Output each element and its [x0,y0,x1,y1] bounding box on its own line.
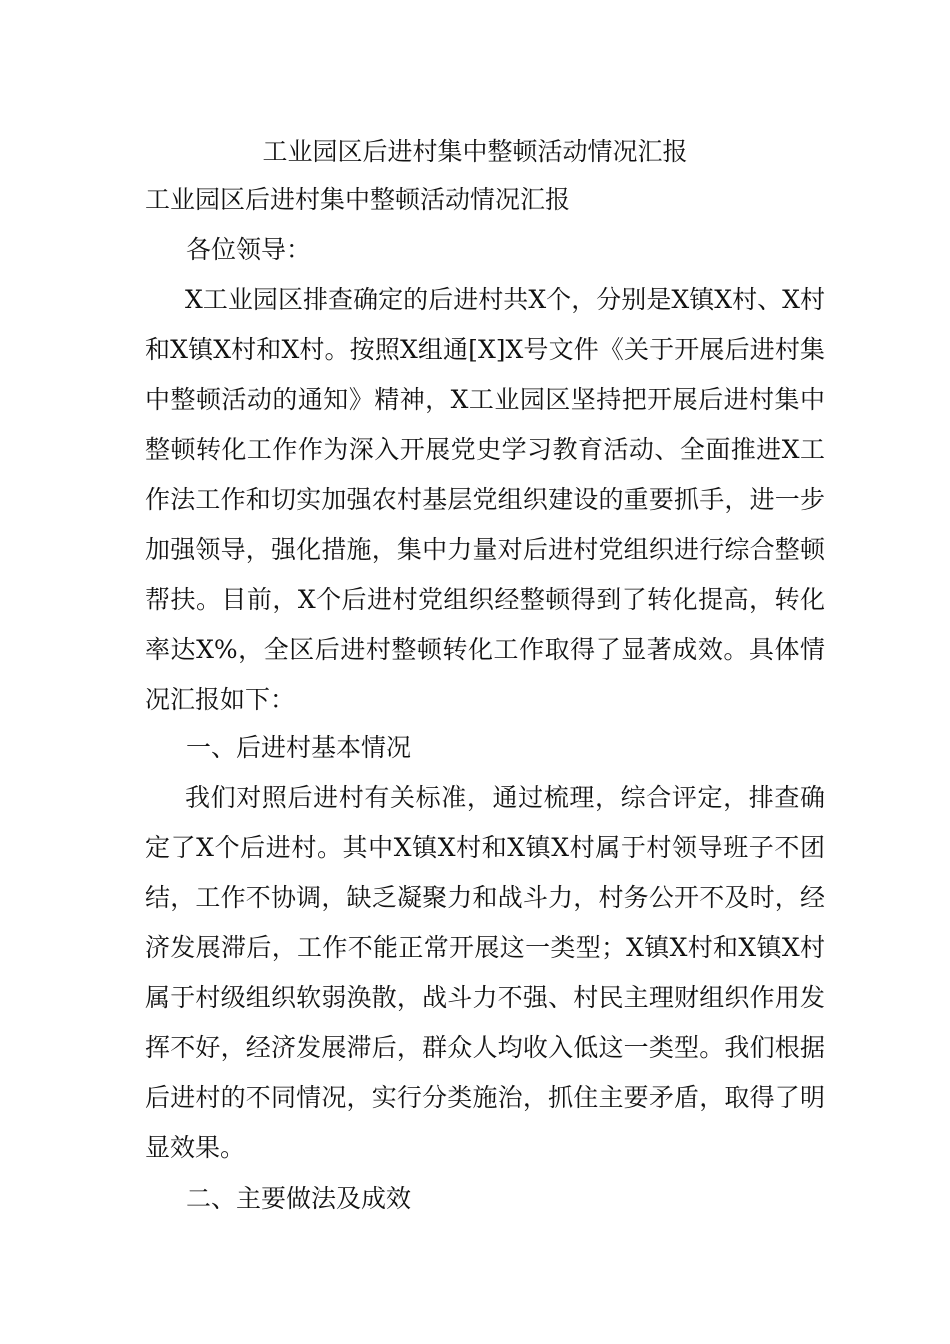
salutation: 各位领导： [186,235,312,264]
document-subtitle: 工业园区后进村集中整顿活动情况汇报 [145,185,571,214]
intro-paragraph: X工业园区排查确定的后进村共X个，分别是X镇X村、X村和X镇X村和X村。按照X组通[X]X号文件《关于开展后进村集中整顿活动的通知》精神，X工业园区坚持把开展后进村集中整顿转化工作作为深入开展党史学习教育活动、全面推进X工作法工作和切实加强农村基层党组织建设的重要抓手，进一步加强领导，强化措施，集中力量对后进村党组织进行综合整顿帮扶。目前，X个后进村党组织经整顿得到了转化提高，转化率达X%，全区后进村整顿转化工作取得了显著成效。具体情况汇报如下： [145,285,825,714]
section-heading-main-practices: 二、主要做法及成效 [186,1184,412,1213]
document-title: 工业园区后进村集中整顿活动情况汇报 [262,137,688,166]
section-heading-basic-situation: 一、后进村基本情况 [186,733,412,762]
basic-situation-paragraph: 我们对照后进村有关标准，通过梳理，综合评定，排查确定了X个后进村。其中X镇X村和X镇X村属于村领导班子不团结，工作不协调，缺乏凝聚力和战斗力，村务公开不及时，经济发展滞后，工作不能正常开展这一类型；X镇X村和X镇X村属于村级组织软弱涣散，战斗力不强、村民主理财组织作用发挥不好，经济发展滞后，群众人均收入低这一类型。我们根据后进村的不同情况，实行分类施治，抓住主要矛盾，取得了明显效果。 [145,783,825,1162]
